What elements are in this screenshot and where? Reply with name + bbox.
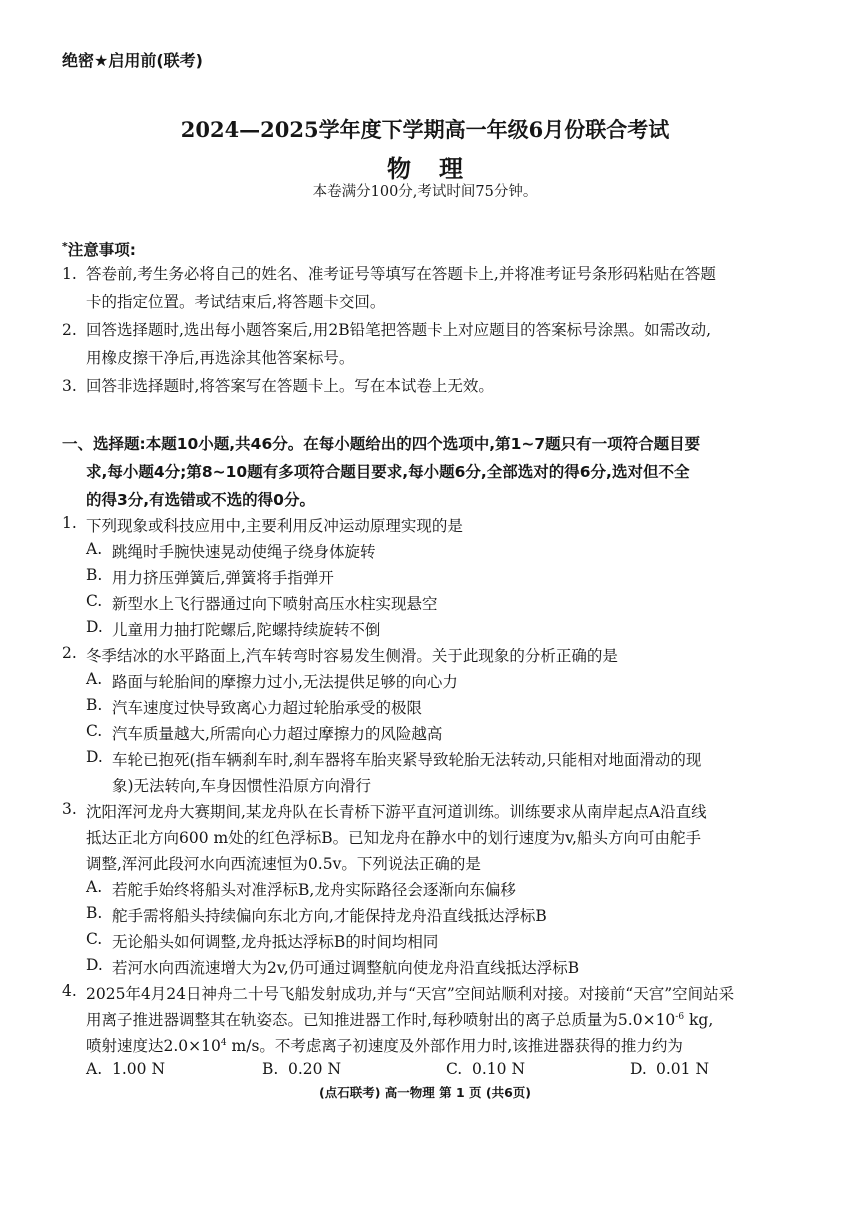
asterisk-icon: * [62, 240, 68, 253]
question-2-stem: 冬季结冰的水平路面上,汽车转弯时容易发生侧滑。关于此现象的分析正确的是 [86, 647, 618, 665]
question-1-option-c: 新型水上飞行器通过向下喷射高压水柱实现悬空 [112, 595, 438, 613]
question-3-option-b: 舵手需将船头持续偏向东北方向,才能保持龙舟沿直线抵达浮标B [112, 907, 547, 925]
question-2-option-b: 汽车速度过快导致离心力超过轮胎承受的极限 [112, 699, 423, 717]
question-3-stem-line-3: 调整,浑河此段河水向西流速恒为0.5v。下列说法正确的是 [86, 855, 481, 873]
question-3-stem-line-2: 抵达正北方向600 m处的红色浮标B。已知龙舟在静水中的划行速度为v,船头方向可由舵手 [86, 829, 701, 847]
question-2-option-b-label: B. [86, 696, 103, 714]
exponent-2: 4 [220, 1038, 227, 1048]
question-4-option-b: 0.20 N [288, 1060, 342, 1078]
confidential-label: 绝密★启用前(联考) [62, 51, 203, 70]
section-1-line-3: 的得3分,有选错或不选的得0分。 [86, 491, 315, 509]
notice-item-3-num: 3. [62, 377, 77, 395]
question-1-stem: 下列现象或科技应用中,主要利用反冲运动原理实现的是 [86, 517, 463, 535]
question-4-stem-line-2: 用离子推进器调整其在轨姿态。已知推进器工作时,每秒喷射出的离子总质量为$5.0\times 10^{-6}$ kg, [86, 1011, 714, 1029]
question-4-option-d-label: D. [630, 1060, 647, 1078]
question-4-stem-line-3: 喷射速度达$2.0\times 10^4$ m/s。不考虑离子初速度及外部作用力时,该推进器获得的推力约为 [86, 1037, 683, 1055]
question-2-option-a-label: A. [86, 670, 103, 688]
question-2-option-d-label: D. [86, 748, 103, 766]
question-4-num: 4. [62, 982, 77, 1000]
exponent-1: -6 [675, 1012, 685, 1022]
question-4-option-a: 1.00 N [112, 1060, 166, 1078]
notice-item-1-num: 1. [62, 265, 77, 283]
question-4-option-c-label: C. [446, 1060, 463, 1078]
question-1-option-a: 跳绳时手腕快速晃动使绳子绕身体旋转 [112, 543, 376, 561]
question-1-num: 1. [62, 514, 77, 532]
notice-heading: *注意事项: [62, 240, 136, 259]
notice-item-2-line-2: 用橡皮擦干净后,再选涂其他答案标号。 [86, 349, 355, 367]
question-3-option-b-label: B. [86, 904, 103, 922]
section-1-line-1: 一、选择题:本题10小题,共46分。在每小题给出的四个选项中,第1~7题只有一项符合题目要 [62, 435, 701, 453]
notice-item-2-num: 2. [62, 321, 77, 339]
question-3-num: 3. [62, 800, 77, 818]
question-1-option-c-label: C. [86, 592, 103, 610]
question-4-option-d: 0.01 N [656, 1060, 710, 1078]
question-2-option-a: 路面与轮胎间的摩擦力过小,无法提供足够的向心力 [112, 673, 458, 691]
question-2-option-c: 汽车质量越大,所需向心力超过摩擦力的风险越高 [112, 725, 443, 743]
section-1-line-2: 求,每小题4分;第8~10题有多项符合题目要求,每小题6分,全部选对的得6分,选对但不全 [86, 463, 690, 481]
question-2-option-d-line-1: 车轮已抱死(指车辆刹车时,刹车器将车胎夹紧导致轮胎无法转动,只能相对地面滑动的现 [112, 751, 702, 769]
question-3-option-c: 无论船头如何调整,龙舟抵达浮标B的时间均相同 [112, 933, 439, 951]
question-4-option-c: 0.10 N [472, 1060, 526, 1078]
question-2-num: 2. [62, 644, 77, 662]
notice-item-1-line-1: 答卷前,考生务必将自己的姓名、准考证号等填写在答题卡上,并将准考证号条形码粘贴在答题 [86, 265, 716, 283]
question-3-option-c-label: C. [86, 930, 103, 948]
question-4-stem-line-1: 2025年4月24日神舟二十号飞船发射成功,并与“天宫”空间站顺利对接。对接前“天宫”空间站采 [86, 985, 735, 1003]
question-2-option-d-line-2: 象)无法转向,车身因惯性沿原方向滑行 [112, 777, 371, 795]
question-1-option-b: 用力挤压弹簧后,弹簧将手指弹开 [112, 569, 334, 587]
question-4-option-a-label: A. [86, 1060, 103, 1078]
exam-title: 2024—2025学年度下学期高一年级6月份联合考试 [180, 117, 670, 142]
notice-item-2-line-1: 回答选择题时,选出每小题答案后,用2B铅笔把答题卡上对应题目的答案标号涂黑。如需改动, [86, 321, 712, 339]
question-3-option-d-label: D. [86, 956, 103, 974]
question-1-option-a-label: A. [86, 540, 103, 558]
question-3-stem-line-1: 沈阳浑河龙舟大赛期间,某龙舟队在长青桥下游平直河道训练。训练要求从南岸起点A沿直线 [86, 803, 707, 821]
exam-subtitle: 本卷满分100分,考试时间75分钟。 [312, 184, 538, 200]
question-2-option-c-label: C. [86, 722, 103, 740]
question-1-option-d: 儿童用力抽打陀螺后,陀螺持续旋转不倒 [112, 621, 381, 639]
notice-item-1-line-2: 卡的指定位置。考试结束后,将答题卡交回。 [86, 293, 386, 311]
question-3-option-a: 若舵手始终将船头对准浮标B,龙舟实际路径会逐渐向东偏移 [112, 881, 516, 899]
page-footer: (点石联考) 高一物理 第 1 页 (共6页) [318, 1085, 531, 1100]
question-1-option-d-label: D. [86, 618, 103, 636]
question-4-option-b-label: B. [262, 1060, 279, 1078]
notice-item-3-line-1: 回答非选择题时,将答案写在答题卡上。写在本试卷上无效。 [86, 377, 494, 395]
question-1-option-b-label: B. [86, 566, 103, 584]
subject-title: 物理 [387, 154, 491, 183]
question-3-option-a-label: A. [86, 878, 103, 896]
question-3-option-d: 若河水向西流速增大为2v,仍可通过调整航向使龙舟沿直线抵达浮标B [112, 959, 580, 977]
